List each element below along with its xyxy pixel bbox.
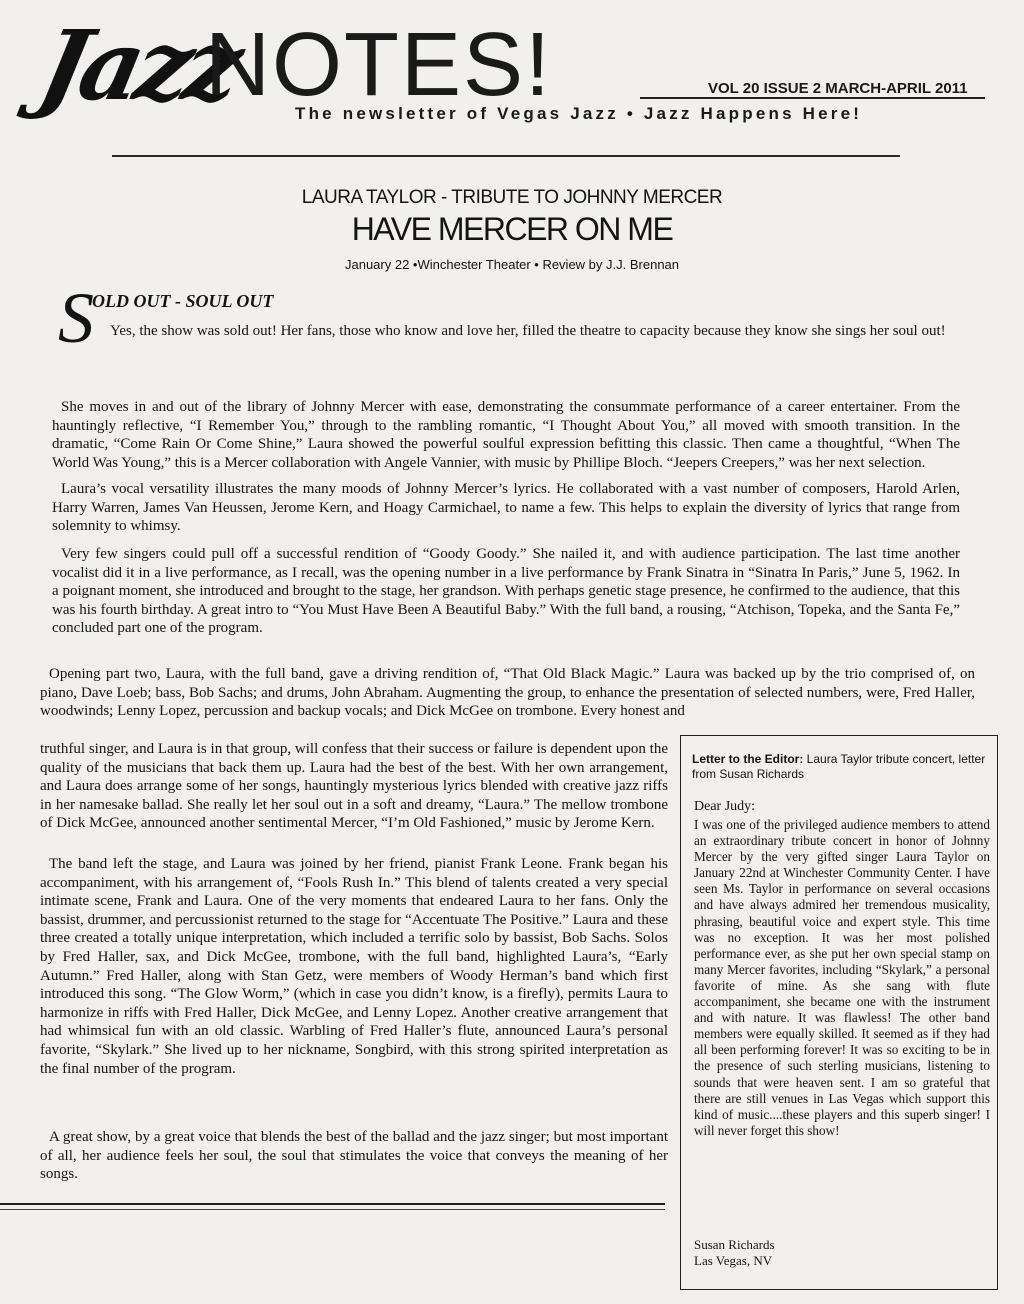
article-kicker: LAURA TAYLOR - TRIBUTE TO JOHNNY MERCER: [301, 187, 723, 208]
masthead: [0, 0, 1024, 160]
letter-signer-name: Susan Richards: [694, 1237, 775, 1252]
issue-underline: [640, 97, 985, 99]
article-paragraph-3: Laura’s vocal versatility illustrates the many moods of Johnny Mercer’s lyrics. He collaborated with a vast number of composers, Harold Arlen, Harry Warren, James Van Heussen, Jerome Kern, and Hoagy Carmichael, to name a few. This helps to explain the diversity of lyrics that range from solemnity to whimsy.: [52, 481, 960, 535]
issue-line: VOL 20 ISSUE 2 MARCH-APRIL 2011: [708, 80, 968, 97]
article-paragraph-6: The band left the stage, and Laura was joined by her friend, pianist Frank Leone. Frank began his accompaniment, with his arrangement of, “Fools Rush In.” This blend of talents created a very special intimate scene, Frank and Laura. One of the very moments that endeared Laura to her fans. Only the bassist, drummer, and percussionist returned to the stage for “Accentuate The Positive.” Laura and these three created a totally unique interpretation, which included a terrific solo by bassist, Bob Sachs. Solos by Fred Haller, sax, and Dick McGee, trombone, with the full band, highlighted Laura’s, “Early Autumn.” Fred Haller, along with Stan Getz, were members of Woody Herman’s band which first introduced this song. “The Glow Worm,” (which in case you didn’t know, is a firefly), permits Laura to harmonize in riffs with Fred Haller, Dick McGee, and Lenny Lopez. Another creative arrangement that had whimsical fun with an old classic. Warbling of Fred Haller’s flute, announced Laura’s personal favorite, “Skylark.” She lived up to her nickname, Songbird, with this strong spirited interpretation as the final number of the program.: [40, 856, 668, 1077]
section-title: OLD OUT - SOUL OUT: [92, 291, 274, 311]
article-paragraph-4: Very few singers could pull off a successful rendition of “Goody Goody.” She nailed it, and with audience participation. The last time another vocalist did it in a live performance, as I recall, was the opening number in a live performance by Frank Sinatra in “Sinatra In Paris,” June 5, 1962. In a poignant moment, she introduced and brought to the stage, her grandson. With perhaps genetic stage presence, he confirmed to the audience, that this was his fourth birthday. A great intro to “You Must Have Been A Beautiful Baby.” With the full band, a rousing, “Atchison, Topeka, and the Santa Fe,” concluded part one of the program.: [52, 546, 960, 637]
bottom-divider: [0, 1203, 665, 1205]
letter-body: I was one of the privileged audience members to attend an extraordinary tribute concert in honor of Johnny Mercer by the very gifted singer Laura Taylor on January 22nd at Winchester Community Center. I have seen Ms. Taylor in performance on several occasions and have always admired her tremendous musicality, phrasing, beautiful voice and expert style. This time was no exception. It was her most polished performance ever, as she put her own special stamp on many Mercer favorites, including “Skylark,” a personal favorite of mine. As she sang with flute accompaniment, she became one with the instrument and with nature. It was flawless! The other band members were equally skilled. It seemed as if they had all been performing forever! It was so exciting to be in the presence of such sterling musicians, listening to sounds that were heaven sent. I am so grateful that there are still venues in Las Vegas which support this kind of music....these players and this superb singer! I will never forget this show!: [694, 817, 990, 1138]
logo-jazz: Jazz: [30, 9, 247, 122]
bottom-divider-2: [0, 1209, 665, 1210]
letter-signature: [694, 1237, 775, 1269]
article-paragraph-5-continued: truthful singer, and Laura is in that group, will confess that their success or failure is dependent upon the quality of the musicians that back them up. Laura had the best of the best. With her own arrangement, and Laura does arrange some of her songs, hauntingly mysterious lyrics blended with creative jazz riffs in her namesake ballad. She really let her soul out in a soft and dreamy, “Laura.” The mellow trombone of Dick McGee, announced another sentimental Mercer, “I’m Old Fashioned,” music by Jerome Kern.: [40, 741, 668, 832]
letter-heading: [692, 752, 992, 782]
letter-signer-location: Las Vegas, NV: [694, 1253, 773, 1268]
article-paragraph-1: Yes, the show was sold out! Her fans, those who know and love her, filled the theatre to capacity because they know she sings her soul out!: [110, 323, 946, 339]
article-byline: January 22 •Winchester Theater • Review by J.J. Brennan: [344, 257, 680, 272]
drop-cap: S: [58, 278, 94, 358]
article-paragraph-7: A great show, by a great voice that blends the best of the ballad and the jazz singer; but most important of all, her audience feels her soul, the soul that stimulates the voice that conveys the meaning of her songs.: [40, 1129, 668, 1183]
letter-salutation: Dear Judy:: [694, 799, 756, 814]
letter-heading-label: Letter to the Editor:: [692, 752, 804, 766]
article-headline: HAVE MERCER ON ME: [351, 211, 673, 247]
tagline: The newsletter of Vegas Jazz • Jazz Happens Here!: [295, 104, 863, 123]
article-paragraph-2: She moves in and out of the library of Johnny Mercer with ease, demonstrating the consummate performance of a career entertainer. From the hauntingly reflective, “I Remember You,” through to the rambling romantic, “I Thought About You,” all moved with smooth transition. In the dramatic, “Come Rain Or Come Shine,” Laura showed the powerful soulful expression befitting this classic. Then came a thoughtful, “When The World Was Young,” this is a Mercer collaboration with Angele Vannier, with music by Phillipe Bloch. “Jeepers Creepers,” was her next selection.: [52, 399, 960, 471]
letter-heading-text: Laura Taylor tribute concert, letter from Susan Richards: [692, 752, 986, 781]
article-paragraph-5: Opening part two, Laura, with the full band, gave a driving rendition of, “That Old Black Magic.” Laura was backed up by the trio comprised of, on piano, Dave Loeb; bass, Bob Sachs; and drums, John Abraham. Augmenting the group, to enhance the presentation of selected numbers, were, Fred Haller, woodwinds; Lenny Lopez, percussion and backup vocals; and Dick McGee on trombone. Every honest and: [40, 666, 975, 720]
logo-notes: NOTES!: [205, 15, 553, 115]
masthead-divider: [112, 155, 900, 157]
